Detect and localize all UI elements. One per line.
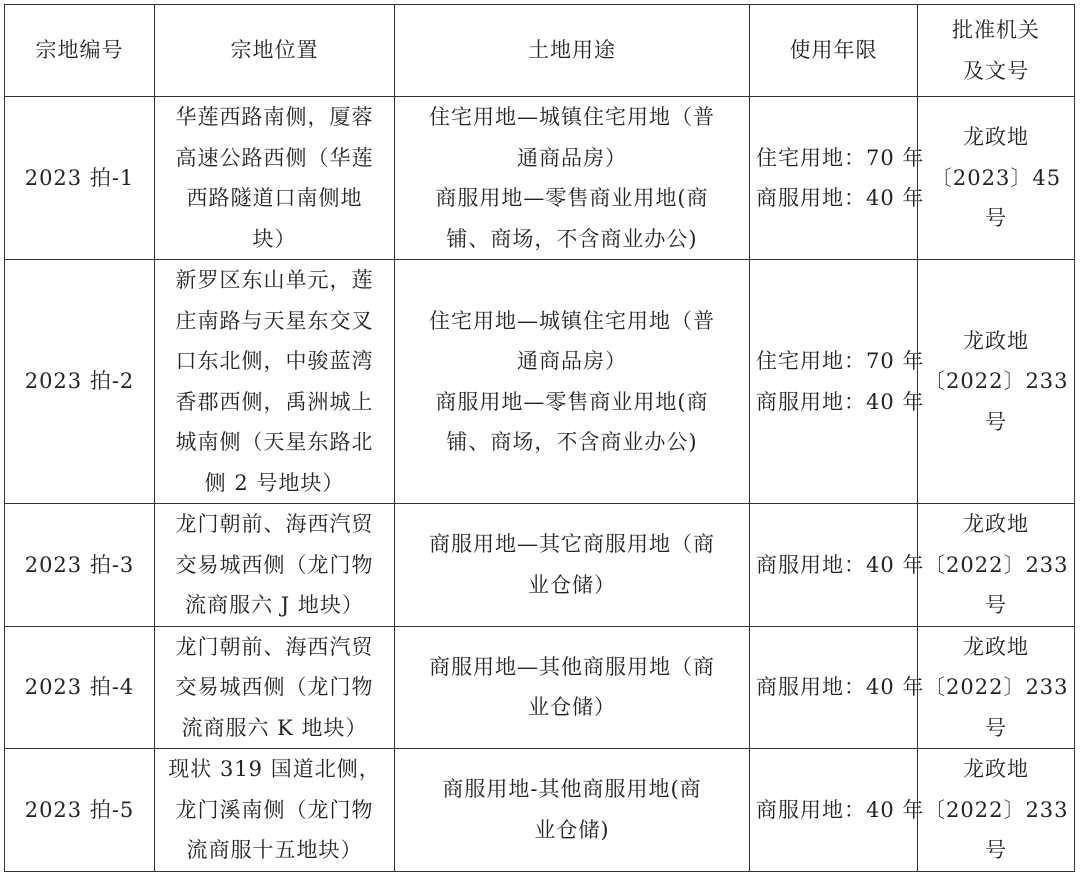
approval-cell: 龙政地 〔2023〕45 号 — [918, 97, 1075, 260]
header-parcel-id: 宗地编号 — [5, 5, 155, 97]
parcel-id-cell: 2023 拍-5 — [5, 749, 155, 872]
header-term: 使用年限 — [750, 5, 918, 97]
location-cell: 现状 319 国道北侧， 龙门溪南侧（龙门物 流商服十五地块） — [155, 749, 395, 872]
header-approval: 批准机关 及文号 — [918, 5, 1075, 97]
table-row — [5, 97, 1075, 260]
header-land-use: 土地用途 — [395, 5, 750, 97]
table-row — [5, 749, 1075, 872]
land-use-cell: 住宅用地—城镇住宅用地（普 通商品房） 商服用地—零售商业用地(商 铺、商场，不含商业办公) — [395, 260, 750, 504]
parcel-id-cell: 2023 拍-2 — [5, 260, 155, 504]
term-cell: 商服用地：40 年 — [750, 749, 918, 872]
header-location: 宗地位置 — [155, 5, 395, 97]
table-row — [5, 626, 1075, 749]
land-use-cell: 住宅用地—城镇住宅用地（普 通商品房） 商服用地—零售商业用地(商 铺、商场，不含商业办公) — [395, 97, 750, 260]
term-cell: 住宅用地：70 年 商服用地：40 年 — [750, 260, 918, 504]
location-cell: 华莲西路南侧，厦蓉 高速公路西侧（华莲 西路隧道口南侧地 块） — [155, 97, 395, 260]
land-parcel-table — [4, 4, 1075, 872]
land-use-cell: 商服用地—其他商服用地（商 业仓储） — [395, 626, 750, 749]
table-row — [5, 260, 1075, 504]
approval-cell: 龙政地 〔2022〕233 号 — [918, 260, 1075, 504]
approval-cell: 龙政地 〔2022〕233 号 — [918, 626, 1075, 749]
parcel-id-cell: 2023 拍-3 — [5, 504, 155, 627]
header-row — [5, 5, 1075, 97]
land-use-cell: 商服用地—其它商服用地（商 业仓储） — [395, 504, 750, 627]
term-cell: 住宅用地：70 年 商服用地：40 年 — [750, 97, 918, 260]
location-cell: 龙门朝前、海西汽贸 交易城西侧（龙门物 流商服六 J 地块） — [155, 504, 395, 627]
land-use-cell: 商服用地-其他商服用地(商 业仓储) — [395, 749, 750, 872]
location-cell: 新罗区东山单元，莲 庄南路与天星东交叉 口东北侧，中骏蓝湾 香郡西侧，禹洲城上 城南侧（天星东路北 侧 2 号地块） — [155, 260, 395, 504]
approval-cell: 龙政地 〔2022〕233 号 — [918, 504, 1075, 627]
term-cell: 商服用地：40 年 — [750, 504, 918, 627]
table-row — [5, 504, 1075, 627]
term-cell: 商服用地：40 年 — [750, 626, 918, 749]
parcel-id-cell: 2023 拍-1 — [5, 97, 155, 260]
parcel-id-cell: 2023 拍-4 — [5, 626, 155, 749]
location-cell: 龙门朝前、海西汽贸 交易城西侧（龙门物 流商服六 K 地块） — [155, 626, 395, 749]
approval-cell: 龙政地 〔2022〕233 号 — [918, 749, 1075, 872]
